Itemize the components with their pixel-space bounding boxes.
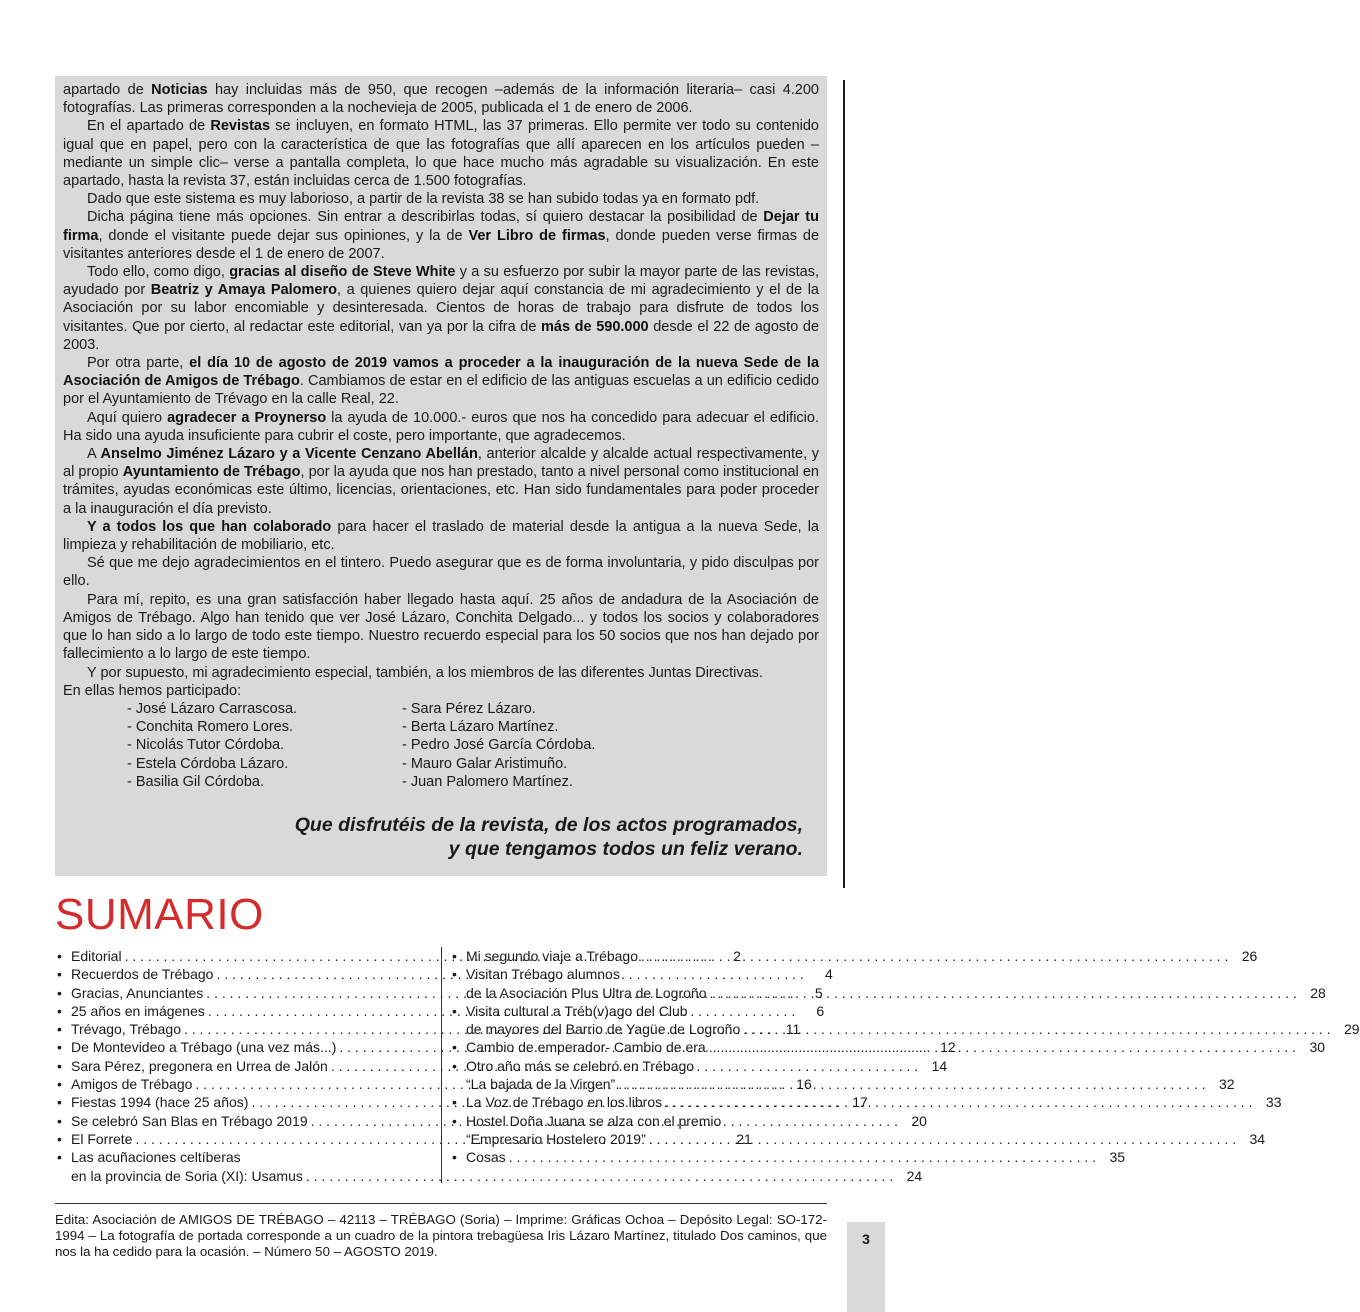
dot-leader [649, 1130, 1236, 1148]
bullet-icon: • [57, 1130, 62, 1147]
sumario-page-number: 34 [1249, 1130, 1266, 1147]
bullet-icon: • [57, 1112, 62, 1129]
page-number: 3 [862, 1231, 870, 1247]
board-member: - Berta Lázaro Martínez. [402, 719, 559, 736]
dot-leader [509, 1148, 1096, 1166]
margin-rule [843, 80, 845, 888]
bullet-icon: • [452, 1112, 457, 1129]
sumario-item-line [466, 1112, 1265, 1130]
sumario-divider [441, 947, 442, 1183]
sumario-item-line [466, 1093, 1281, 1111]
board-member: - Sara Pérez Lázaro. [402, 700, 536, 717]
sumario-page-number: 11 [785, 1021, 801, 1038]
sumario-page-number: 28 [1310, 984, 1326, 1001]
sumario-item-body [466, 1093, 1281, 1111]
sumario-item [452, 947, 1258, 965]
bullet-icon: • [57, 1057, 62, 1074]
sumario-item [452, 1148, 1126, 1166]
sumario-item-title: Cambio de emperador- Cambio de era [466, 1039, 706, 1056]
board-member: - José Lázaro Carrascosa. [127, 700, 298, 717]
bullet-icon: • [57, 1021, 62, 1038]
sumario-page-number: 17 [852, 1094, 868, 1111]
bullet-icon: • [57, 1039, 62, 1056]
closing-line-2: y que tengamos todos un feliz verano. [448, 837, 803, 860]
sumario-page-number: 29 [1344, 1021, 1360, 1038]
sumario-item-title: Trévago, Trébago [71, 1021, 181, 1038]
sumario-page-number: 33 [1265, 1094, 1282, 1111]
sumario-title: SUMARIO [55, 890, 264, 939]
board-members-list [127, 700, 819, 791]
board-member: - Estela Córdoba Lázaro. [127, 755, 289, 772]
paragraph-revistas: En el apartado de Revistas se incluyen, en formato HTML, las 37 primeras. Ello permite ver todo su contenido igual que en papel, pero con la característica de que las fotografías que allí aparecen en los artículos pueden –mediante un simple clic– verse a pantalla completa, lo que hace mucho más agradable su visualización. En este apartado, hasta la revista 37, están incluidas cerca de 1.500 fotografías. [63, 118, 819, 190]
sumario-item-line [466, 1002, 1360, 1020]
sumario-item-title: Visitan Trébago alumnos [466, 966, 620, 983]
bullet-icon: • [452, 948, 457, 964]
sumario-item-title: “La bajada de la Virgen” [466, 1076, 616, 1093]
sumario-item-line [466, 1075, 1235, 1093]
sumario-item-title: El Forrete [71, 1130, 133, 1147]
sumario-item-title: Amigos de Trébago [71, 1076, 193, 1093]
sumario-page-number: 14 [931, 1057, 948, 1074]
closing-message [63, 813, 819, 861]
paragraph-ayuntamiento: A Anselmo Jiménez Lázaro y a Vicente Cenzano Abellán, anterior alcalde y alcalde actual respectivamente, y al propio Ayuntamiento de Trébago, por la ayuda que nos han prestado, tanto a nivel personal como institucional en trámites, ayudas económicas este último, licencias, orientaciones, etc. Han sido fundamentales para poder proceder a la inauguración el día previsto. [63, 446, 820, 517]
sumario-item-line [466, 947, 1257, 965]
bullet-icon: • [452, 1039, 457, 1056]
sumario-item-title: Se celebró San Blas en Trébago 2019 [71, 1112, 308, 1129]
sumario-page-number: 6 [816, 1002, 825, 1019]
sumario-item-title: Gracias, Anunciantes [71, 984, 204, 1001]
dot-leader [665, 1093, 1252, 1111]
sumario-item-body [466, 947, 1257, 965]
board-member: - Nicolás Tutor Córdoba. [127, 737, 285, 754]
sumario-item [452, 1002, 1360, 1039]
bullet-icon: • [57, 1002, 62, 1019]
board-member: - Mauro Galar Aristimuño. [402, 755, 568, 772]
sumario-item-title: Recuerdos de Trébago [71, 966, 214, 983]
board-members-left [127, 700, 402, 791]
bullet-icon: • [57, 948, 62, 964]
sumario-item-body [466, 1002, 1360, 1039]
sumario-page-number: 2 [733, 948, 741, 964]
sumario-item-line [466, 965, 1326, 983]
footer-rule [55, 1203, 827, 1204]
sumario-item-title: Editorial [71, 948, 122, 964]
sumario-item-title: Otro año más se celebró en Trébago [466, 1057, 695, 1074]
sumario-item [452, 1112, 1266, 1149]
sumario-item-title: de la Asociación Plus Ultra de Logroño [466, 984, 707, 1001]
board-member: - Pedro José García Córdoba. [402, 737, 596, 754]
sumario-item-body [466, 1148, 1125, 1166]
sumario-page-number: 30 [1309, 1039, 1326, 1056]
sumario-item-line [466, 1057, 1235, 1075]
sumario-page-number: 32 [1218, 1076, 1235, 1093]
sumario-item-title: Mi segundo viaje a Trébago [466, 948, 638, 964]
paragraph-pdf: Dado que este sistema es muy laborioso, a partir de la revista 38 se han subido todas ya en formato pdf. [87, 191, 760, 208]
sumario-item-line [466, 1148, 1125, 1166]
paragraph-proynerso: Aquí quiero agradecer a Proynerso la ayuda de 10.000.- euros que nos ha concedido para adecuar el edificio. Ha sido una ayuda insuficiente para cubrir el coste, pero importante, que agradecemos. [63, 409, 820, 444]
paragraph-tintero: Sé que me dejo agradecimientos en el tintero. Puedo asegurar que es de forma involuntaria, y pido disculpas por ello. [63, 555, 819, 590]
sumario-page-number: 16 [796, 1076, 812, 1093]
sumario-item-title: 25 años en imágenes [71, 1002, 205, 1019]
paragraph-satisfaccion: Para mí, repito, es una gran satisfacción haber llegado hasta aquí. 25 años de andadura de la Asociación de Amigos de Trébago. Algo han tenido que ver José Lázaro, Conchita Delgado... y todos los socios y colaboradores que lo han sido a lo largo de todo este tiempo. Nuestro recuerdo especial para los 50 socios que nos han dejado por fallecimiento a lo largo de este tiempo. [63, 591, 819, 663]
sumario-page-number: 4 [824, 966, 833, 983]
sumario-page-number: 20 [911, 1112, 927, 1129]
sumario-item-title: Cosas [466, 1149, 506, 1166]
bullet-icon: • [452, 1057, 457, 1074]
board-member: - Conchita Romero Lores. [127, 719, 294, 736]
sumario-page-number: 21 [736, 1130, 752, 1147]
sumario-item [452, 965, 1326, 1002]
paragraph-juntas: Y por supuesto, mi agradecimiento especial, también, a los miembros de las diferentes Juntas Directivas. [87, 664, 763, 681]
paragraph-colaboradores: Y a todos los que han colaborado para hacer el traslado de material desde la antigua a la nueva Sede, la limpieza y rehabilitación de mobiliario, etc. [63, 518, 819, 554]
dot-leader [743, 1020, 1330, 1038]
sumario-page-number: 24 [906, 1167, 923, 1184]
sumario-item-title: Las acuñaciones celtíberas [71, 1149, 241, 1166]
paragraph-sede: Por otra parte, el día 10 de agosto de 2019 vamos a proceder a la inauguración de la nueva Sede de la Asociación de Amigos de Trébago. Cambiamos de estar en el edificio de las antiguas escuelas a un edificio cedido por el Ayuntamiento de Trévago en la calle Real, 22. [63, 355, 820, 408]
bullet-icon: • [452, 1002, 457, 1019]
sumario-item-title: La Voz de Trébago en los libros [466, 1094, 663, 1111]
sumario-item-title: en la provincia de Soria (XI): Usamus [71, 1167, 303, 1184]
bullet-icon: • [57, 984, 62, 1001]
sumario-item-line [71, 1167, 922, 1185]
sumario-item-line [466, 984, 1326, 1002]
paragraph-firmas: Dicha página tiene más opciones. Sin entrar a describirlas todas, sí quiero destacar la posibilidad de Dejar tu firma, donde el visitante puede dejar sus opiniones, y la de Ver Libro de firmas, donde pueden verse firmas de visitantes anteriores desde el 1 de enero de 2007. [63, 209, 820, 262]
sumario-page-number: 12 [940, 1039, 956, 1056]
dot-leader [709, 984, 1296, 1002]
board-member: - Basilia Gil Córdoba. [127, 773, 264, 790]
sumario-item-title: “Empresario Hostelero 2019” [466, 1130, 646, 1147]
imprint-footer: Edita: Asociación de AMIGOS DE TRÉBAGO – 42113 – TRÉBAGO (Soria) – Imprime: Gráficas Ochoa – Depósito Legal: SO-172-1994 – La fotografía de portada corresponde a un cuadro de la pintora trebagüesa Iris Lázaro Martínez, titulado Dos caminos, que nos la ha cedido para la ocasión. – Número 50 – AGOSTO 2019. [55, 1212, 827, 1260]
dot-leader [709, 1038, 1296, 1056]
bullet-icon: • [452, 966, 457, 983]
sumario-item-line [466, 1038, 1325, 1056]
sumario-item-title: Sara Pérez, pregonera en Urrea de Jalón [71, 1057, 328, 1074]
bullet-icon: • [452, 1149, 457, 1166]
bullet-icon: • [452, 1094, 457, 1111]
sumario-item-body [466, 1112, 1265, 1149]
sumario-page-number: 35 [1109, 1149, 1126, 1166]
editorial-box [55, 76, 827, 876]
bullet-icon: • [57, 1149, 62, 1166]
bullet-icon: • [57, 1076, 62, 1093]
sumario-item-line [466, 1130, 1265, 1148]
sumario-item-body [466, 1057, 1235, 1094]
sumario-item-title: Visita cultural a Tréb(v)ago del Club [466, 1002, 688, 1019]
board-member: - Juan Palomero Martínez. [402, 773, 573, 790]
sumario-page-number: 26 [1241, 948, 1258, 964]
closing-line-1: Que disfrutéis de la revista, de los actos programados, [294, 813, 803, 836]
board-members-right [402, 700, 677, 791]
dot-leader [618, 1075, 1205, 1093]
sumario-page-number: 5 [814, 984, 823, 1001]
paragraph-diseno: Todo ello, como digo, gracias al diseño de Steve White y a su esfuerzo por subir la mayor parte de las revistas, ayudado por Beatriz y Amaya Palomero, a quienes quiero dejar aquí constancia de mi agradecimiento y el de la Asociación por su labor encomiable y desinteresada. Cientos de horas de trabajo para disfrute de todos los visitantes. Que por cierto, al redactar este editorial, van ya por la cifra de más de 590.000 desde el 22 de agosto de 2003. [63, 264, 820, 353]
sumario-item-body [466, 1038, 1325, 1056]
sumario-item-title: De Montevideo a Trébago (una vez más...) [71, 1039, 337, 1056]
sumario-item-title: Fiestas 1994 (hace 25 años) [71, 1094, 249, 1111]
sumario-item-title: de mayores del Barrio de Yagüe de Logroño [466, 1021, 741, 1038]
paragraph-noticias: apartado de Noticias hay incluidas más de 950, que recogen –además de la información literaria– casi 4.200 fotografías. Las primeras corresponden a la nochevieja de 2005, publicada el 1 de enero de 2006. [63, 82, 819, 117]
dot-leader [306, 1167, 893, 1185]
bullet-icon: • [57, 1094, 62, 1111]
page-number-tab [847, 1222, 885, 1312]
bullet-icon: • [57, 966, 62, 983]
paragraph-participado: En ellas hemos participado: [63, 682, 242, 699]
sumario-item-title: Hostel Doña Juana se alza con el premio [466, 1112, 722, 1129]
dot-leader [641, 947, 1228, 965]
sumario-item-body [466, 965, 1326, 1002]
sumario-item-line [466, 1020, 1360, 1038]
